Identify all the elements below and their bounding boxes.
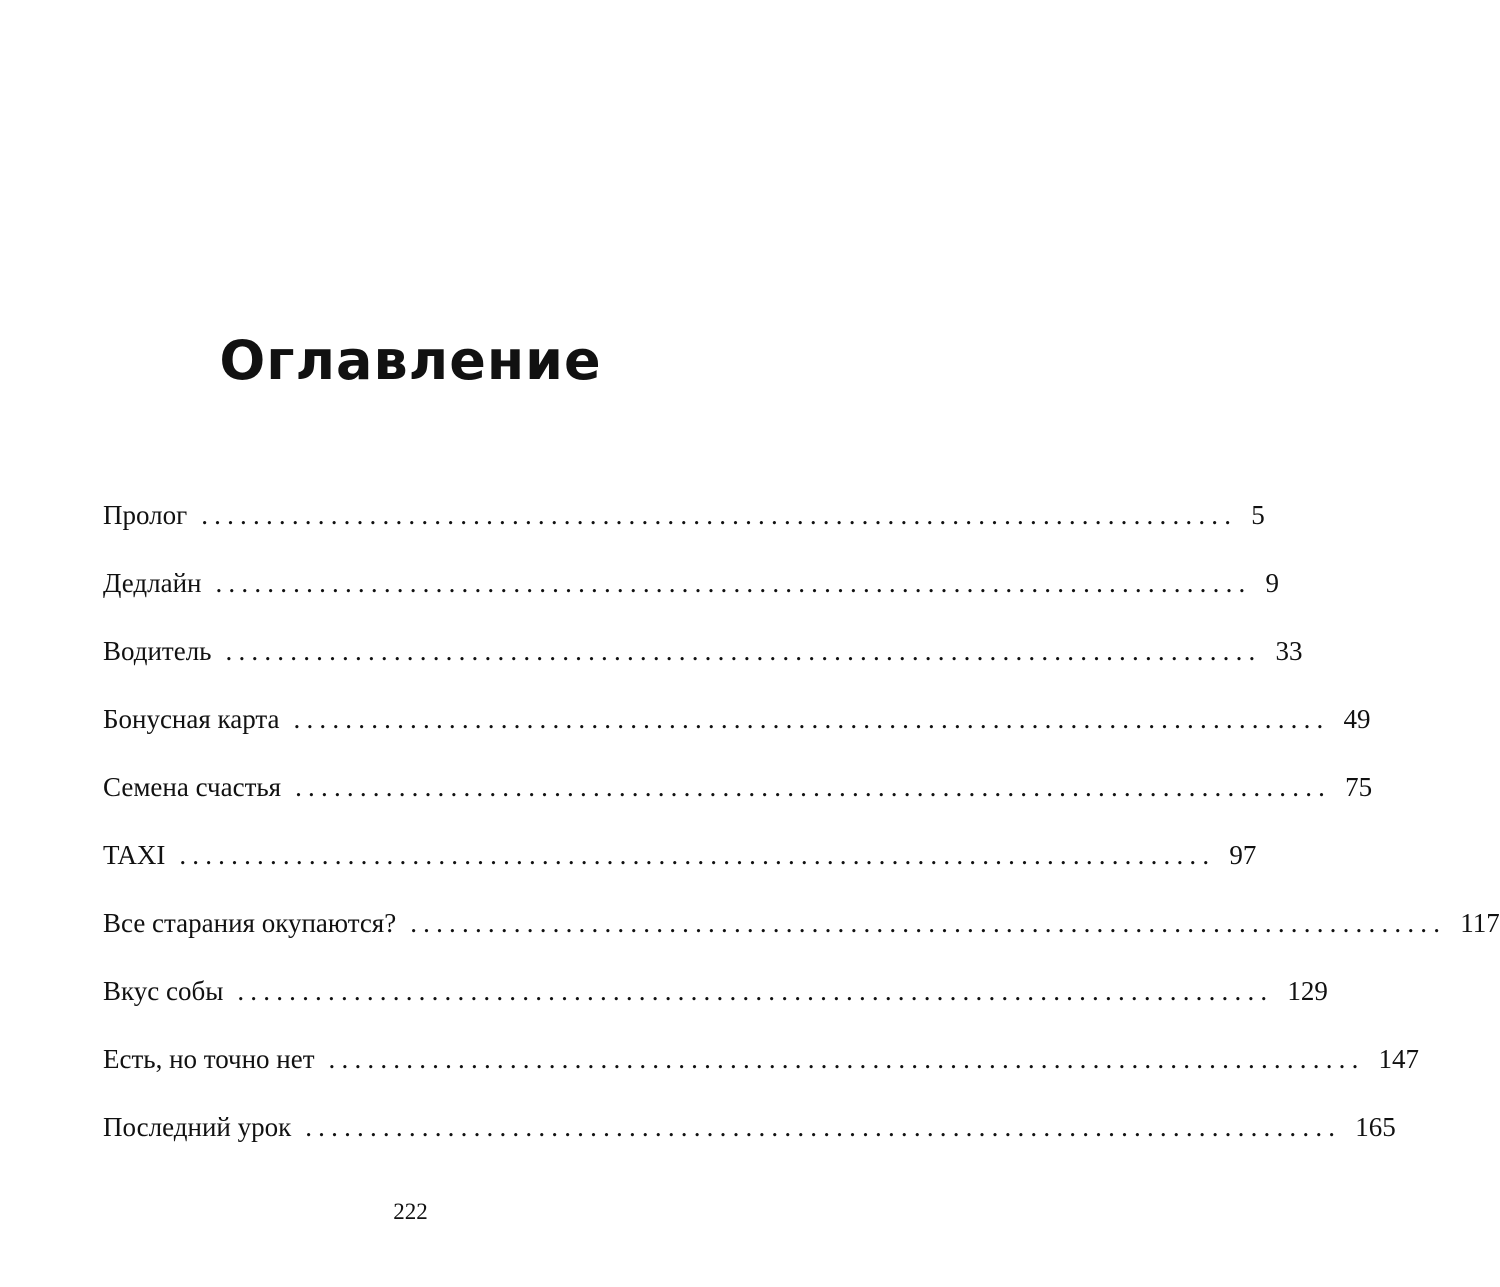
toc-entry-page: 129: [1287, 976, 1328, 1006]
toc-entry-page: 5: [1251, 500, 1265, 530]
toc-entry: [103, 492, 1265, 560]
toc-entry-page: 117: [1460, 908, 1500, 938]
toc-entry-page: 9: [1265, 568, 1279, 598]
toc-entry-page: 33: [1275, 636, 1303, 666]
toc-entry-title: Пролог: [103, 500, 188, 530]
page-title: Оглавление: [219, 329, 602, 392]
toc-entry-page: 75: [1345, 772, 1373, 802]
dot-leader: ................................................................................: [305, 1112, 1342, 1142]
toc-entry: [103, 832, 1257, 900]
table-of-contents: [103, 492, 1500, 1172]
toc-entry-page: 49: [1343, 704, 1371, 734]
dot-leader: ................................................................................: [225, 636, 1262, 666]
dot-leader: ................................................................................: [295, 772, 1332, 802]
toc-entry-title: Все старания окупаются?: [103, 908, 397, 938]
page-number: 222: [393, 1199, 428, 1224]
toc-entry: [103, 1036, 1420, 1104]
toc-entry-title: Дедлайн: [103, 568, 202, 598]
toc-entry: [103, 764, 1373, 832]
dot-leader: ................................................................................: [237, 976, 1274, 1006]
toc-entry: [103, 696, 1371, 764]
toc-entry-title: Семена счастья: [103, 772, 282, 802]
dot-leader: ................................................................................: [293, 704, 1330, 734]
toc-entry: [103, 968, 1328, 1036]
toc-entry: [103, 560, 1279, 628]
toc-entry: [103, 1104, 1396, 1172]
toc-entry-title: Есть, но точно нет: [103, 1044, 315, 1074]
toc-entry: [103, 628, 1303, 696]
toc-entry-page: 165: [1355, 1112, 1396, 1142]
toc-entry-title: Вкус собы: [103, 976, 224, 1006]
toc-entry: [103, 900, 1500, 968]
dot-leader: ................................................................................: [410, 908, 1447, 938]
toc-entry-title: Последний урок: [103, 1112, 292, 1142]
toc-entry-title: Водитель: [103, 636, 212, 666]
toc-entry-page: 147: [1378, 1044, 1420, 1074]
dot-leader: ................................................................................: [215, 568, 1252, 598]
toc-entry-page: 97: [1229, 840, 1257, 870]
dot-leader: ................................................................................: [328, 1044, 1365, 1074]
dot-leader: ................................................................................: [201, 500, 1238, 530]
toc-entry-title: Бонусная карта: [103, 704, 280, 734]
toc-entry-title: TAXI: [103, 840, 166, 870]
dot-leader: ................................................................................: [179, 840, 1216, 870]
